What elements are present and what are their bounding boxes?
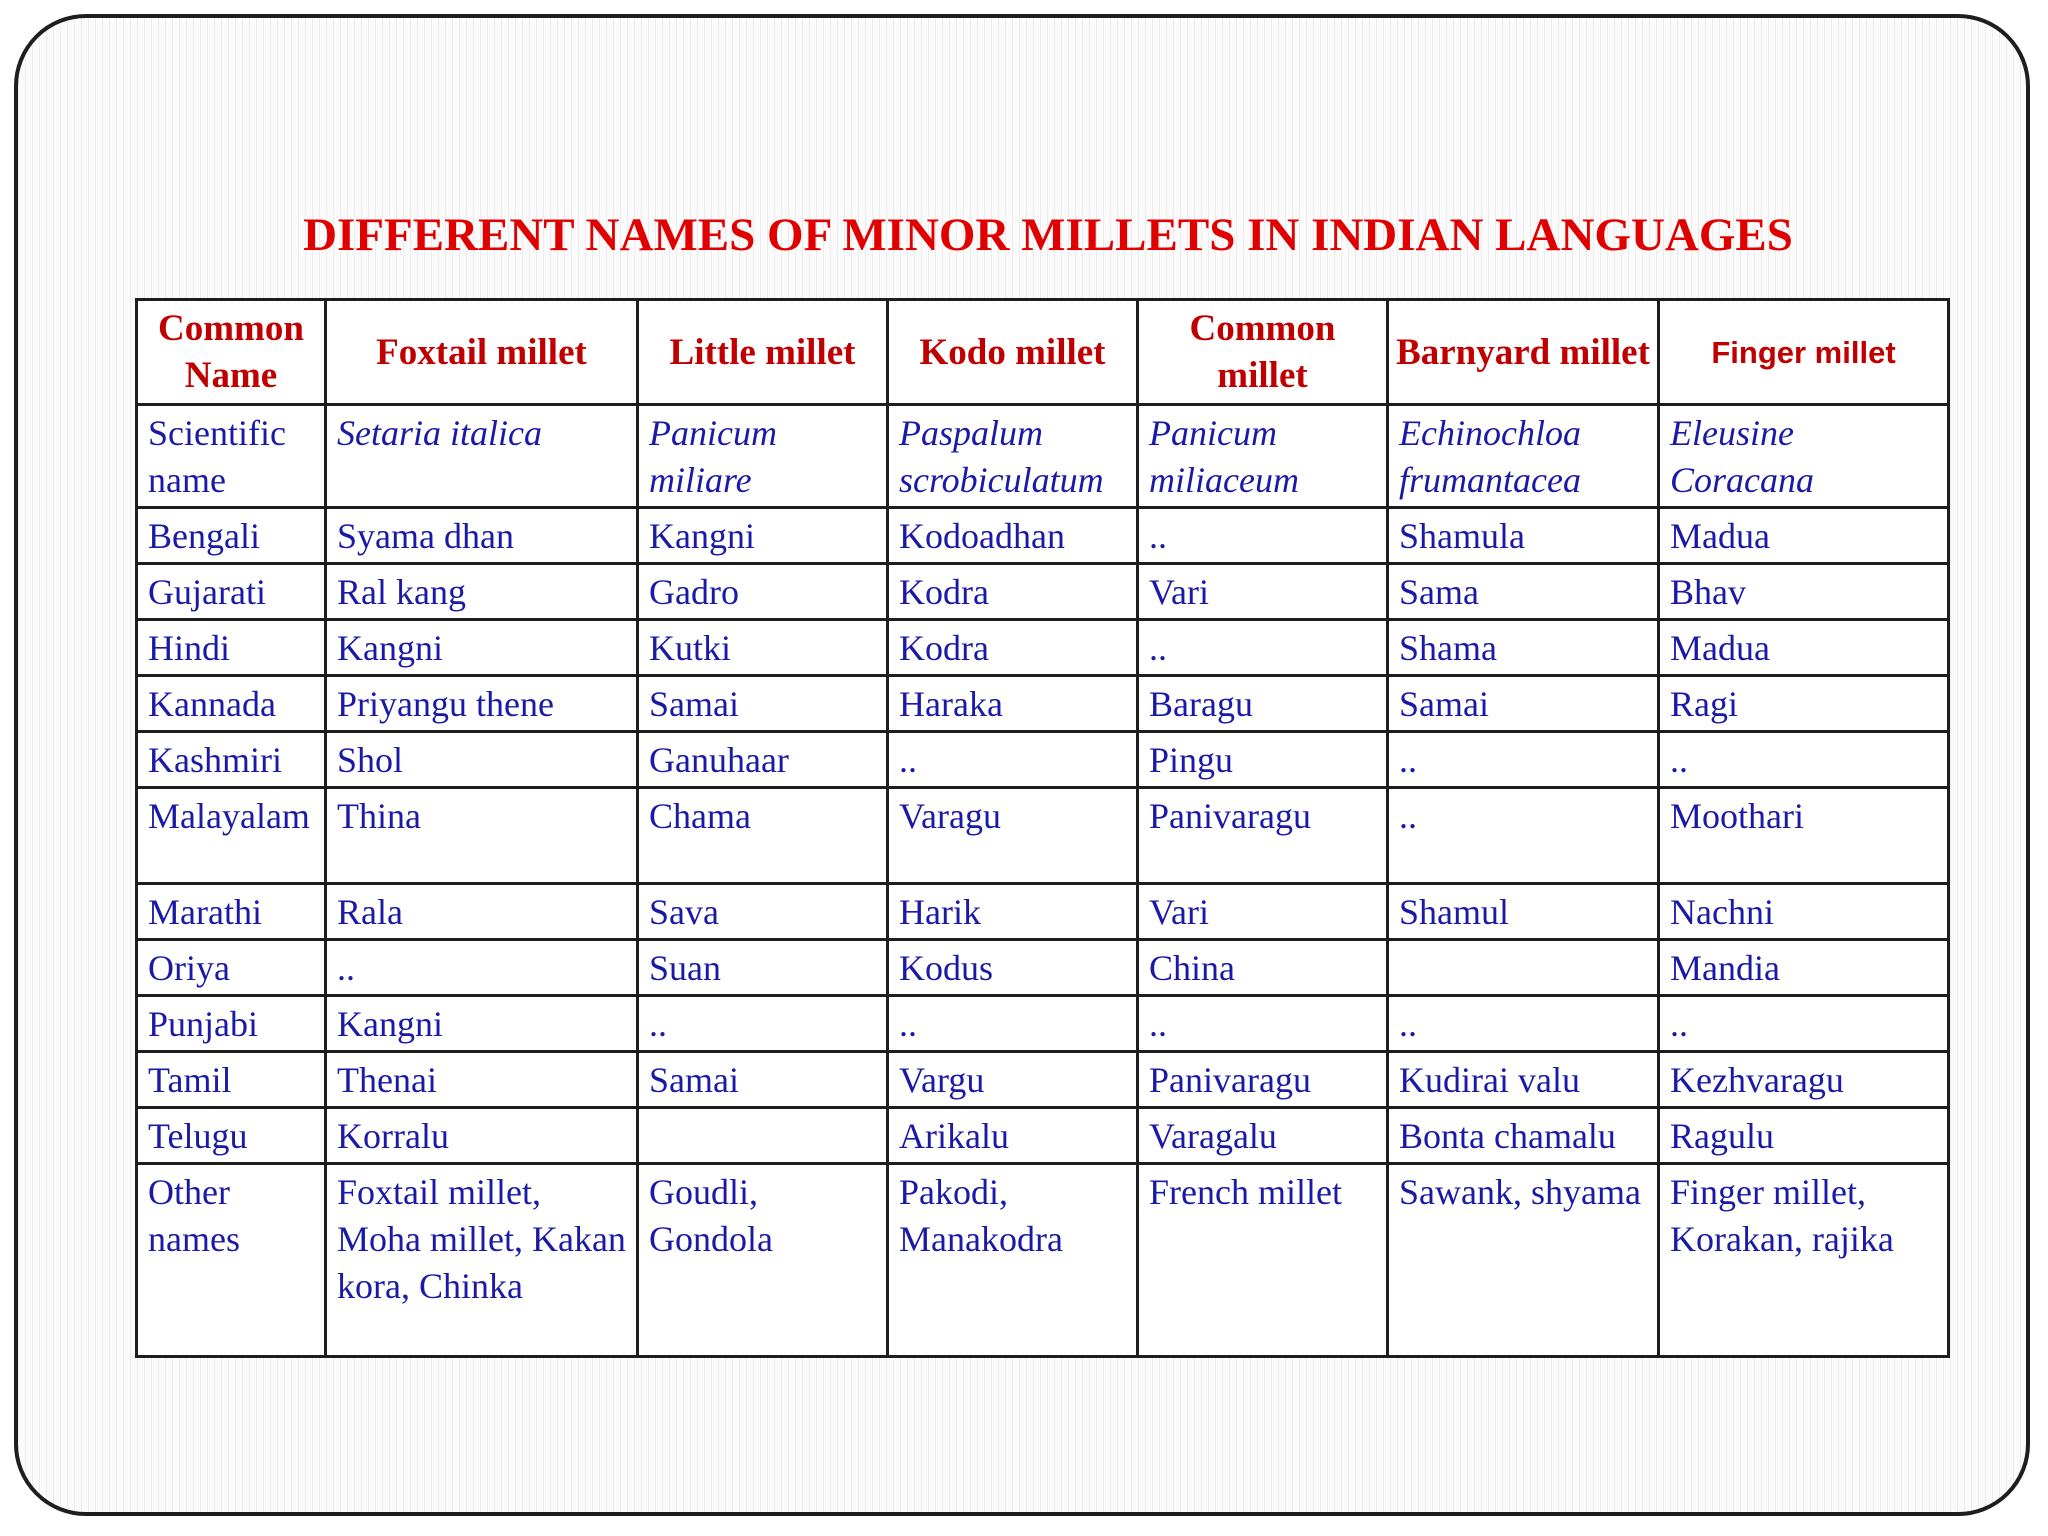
table-cell: Bhav: [1659, 564, 1949, 620]
table-cell: ..: [1388, 732, 1659, 788]
page-title: DIFFERENT NAMES OF MINOR MILLETS IN INDIAN LANGUAGES: [303, 209, 1793, 261]
table-row: [137, 676, 1949, 732]
table-cell: ..: [1138, 620, 1388, 676]
scientific-name-cell: Panicum miliaceum: [1138, 405, 1388, 508]
row-label-cell: Marathi: [137, 884, 326, 940]
table-cell: Shol: [326, 732, 638, 788]
table-row: [137, 508, 1949, 564]
header-cell: Finger millet: [1659, 300, 1949, 405]
table-cell: Shamul: [1388, 884, 1659, 940]
table-cell: Shama: [1388, 620, 1659, 676]
header-cell: Kodo millet: [888, 300, 1138, 405]
row-label-cell: Other names: [137, 1164, 326, 1357]
table-cell: Mandia: [1659, 940, 1949, 996]
table-cell: Varagalu: [1138, 1108, 1388, 1164]
table-row: [137, 940, 1949, 996]
row-label-cell: Punjabi: [137, 996, 326, 1052]
table-cell: Finger millet, Korakan, rajika: [1659, 1164, 1949, 1357]
table-cell: ..: [638, 996, 888, 1052]
table-cell: Thina: [326, 788, 638, 884]
table-cell: Madua: [1659, 620, 1949, 676]
table-cell: Foxtail millet, Moha millet, Kakan kora, Chinka: [326, 1164, 638, 1357]
row-label-cell: Oriya: [137, 940, 326, 996]
table-cell: Syama dhan: [326, 508, 638, 564]
row-label-cell: Kashmiri: [137, 732, 326, 788]
table-cell: ..: [1388, 788, 1659, 884]
table-cell: Kodra: [888, 620, 1138, 676]
table-row: [137, 788, 1949, 884]
table-cell: Panivaragu: [1138, 788, 1388, 884]
header-cell: Barnyard millet: [1388, 300, 1659, 405]
table-cell: Kezhvaragu: [1659, 1052, 1949, 1108]
table-cell: Panivaragu: [1138, 1052, 1388, 1108]
table-cell: Vargu: [888, 1052, 1138, 1108]
table-cell: Baragu: [1138, 676, 1388, 732]
table-cell: China: [1138, 940, 1388, 996]
table-row: [137, 1108, 1949, 1164]
table-cell: Korralu: [326, 1108, 638, 1164]
table-row: [137, 564, 1949, 620]
table-cell: ..: [1138, 996, 1388, 1052]
table-cell: Pakodi, Manakodra: [888, 1164, 1138, 1357]
header-row: [137, 300, 1949, 405]
scientific-name-cell: Eleusine Coracana: [1659, 405, 1949, 508]
scientific-name-cell: Paspalum scrobiculatum: [888, 405, 1138, 508]
table-row: [137, 1052, 1949, 1108]
header-cell: Common Name: [137, 300, 326, 405]
table-cell: Kodus: [888, 940, 1138, 996]
table-cell: Samai: [638, 1052, 888, 1108]
table-row: [137, 996, 1949, 1052]
row-label-cell: Kannada: [137, 676, 326, 732]
table-cell: Ral kang: [326, 564, 638, 620]
table-cell: ..: [1659, 732, 1949, 788]
table-cell: ..: [1138, 508, 1388, 564]
header-cell: Little millet: [638, 300, 888, 405]
table-cell: Nachni: [1659, 884, 1949, 940]
table-cell: ..: [1388, 996, 1659, 1052]
table-cell: Sawank, shyama: [1388, 1164, 1659, 1357]
row-label-cell: Tamil: [137, 1052, 326, 1108]
table-cell: Kodoadhan: [888, 508, 1138, 564]
table-cell: Kangni: [326, 620, 638, 676]
table-cell: Moothari: [1659, 788, 1949, 884]
table-cell: Kutki: [638, 620, 888, 676]
table-cell: Suan: [638, 940, 888, 996]
table-cell: French millet: [1138, 1164, 1388, 1357]
table-cell: Ragi: [1659, 676, 1949, 732]
table-cell: ..: [1659, 996, 1949, 1052]
millet-names-table: [135, 298, 1950, 1358]
table-cell: Goudli, Gondola: [638, 1164, 888, 1357]
row-label-cell: Scientific name: [137, 405, 326, 508]
row-label-cell: Telugu: [137, 1108, 326, 1164]
table-cell: Bonta chamalu: [1388, 1108, 1659, 1164]
table-cell: Pingu: [1138, 732, 1388, 788]
table-cell: Madua: [1659, 508, 1949, 564]
table-cell: Harik: [888, 884, 1138, 940]
table-cell: Sama: [1388, 564, 1659, 620]
table-cell: Ganuhaar: [638, 732, 888, 788]
slide: [14, 14, 2030, 1516]
table-cell: Vari: [1138, 884, 1388, 940]
table-cell: [1388, 940, 1659, 996]
table-cell: Kangni: [638, 508, 888, 564]
table-cell: Vari: [1138, 564, 1388, 620]
scientific-name-row: [137, 405, 1949, 508]
table-cell: Varagu: [888, 788, 1138, 884]
table-cell: Samai: [1388, 676, 1659, 732]
table-cell: Sava: [638, 884, 888, 940]
scientific-name-cell: Setaria italica: [326, 405, 638, 508]
table-row: [137, 620, 1949, 676]
table-cell: Ragulu: [1659, 1108, 1949, 1164]
table-cell: Thenai: [326, 1052, 638, 1108]
row-label-cell: Hindi: [137, 620, 326, 676]
header-cell: Foxtail millet: [326, 300, 638, 405]
table-row: [137, 1164, 1949, 1357]
row-label-cell: Malayalam: [137, 788, 326, 884]
table-cell: ..: [326, 940, 638, 996]
header-cell: Common millet: [1138, 300, 1388, 405]
table-cell: Chama: [638, 788, 888, 884]
scientific-name-cell: Panicum miliare: [638, 405, 888, 508]
table-cell: Kudirai valu: [1388, 1052, 1659, 1108]
scientific-name-cell: Echinochloa frumantacea: [1388, 405, 1659, 508]
table-cell: Arikalu: [888, 1108, 1138, 1164]
row-label-cell: Bengali: [137, 508, 326, 564]
table-cell: ..: [888, 732, 1138, 788]
row-label-cell: Gujarati: [137, 564, 326, 620]
table-cell: Kangni: [326, 996, 638, 1052]
table-cell: Rala: [326, 884, 638, 940]
table-cell: Priyangu thene: [326, 676, 638, 732]
table-cell: Haraka: [888, 676, 1138, 732]
table-cell: Gadro: [638, 564, 888, 620]
table-cell: Kodra: [888, 564, 1138, 620]
table-cell: ..: [888, 996, 1138, 1052]
table-cell: Samai: [638, 676, 888, 732]
table-cell: [638, 1108, 888, 1164]
table-cell: Shamula: [1388, 508, 1659, 564]
table-row: [137, 732, 1949, 788]
table-row: [137, 884, 1949, 940]
